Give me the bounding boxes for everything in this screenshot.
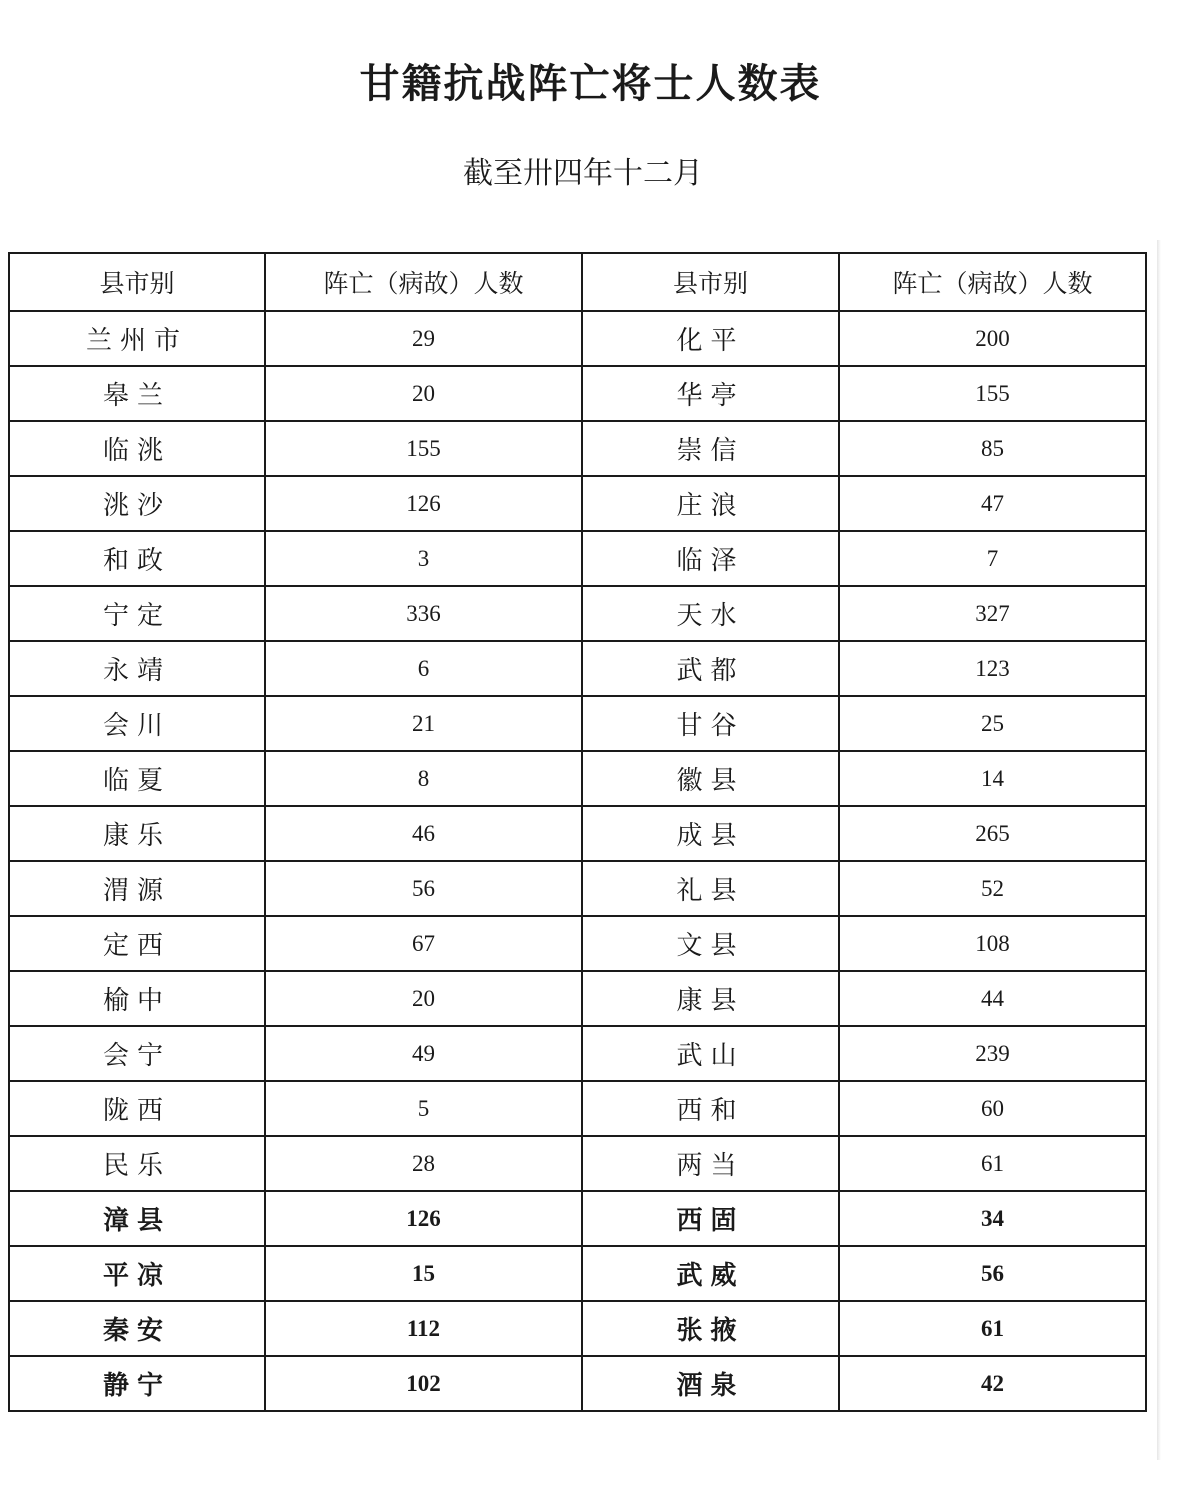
county-name-left: 榆中 [9, 971, 265, 1026]
count-right: 155 [839, 366, 1146, 421]
table-row [9, 1081, 1146, 1136]
count-left: 20 [265, 366, 582, 421]
table-row [9, 1356, 1146, 1411]
count-right: 61 [839, 1136, 1146, 1191]
count-right: 14 [839, 751, 1146, 806]
count-left: 29 [265, 311, 582, 366]
table-row [9, 366, 1146, 421]
county-name-right: 甘谷 [582, 696, 839, 751]
county-name-right: 文县 [582, 916, 839, 971]
count-left: 8 [265, 751, 582, 806]
county-name-left: 陇西 [9, 1081, 265, 1136]
count-right: 25 [839, 696, 1146, 751]
count-right: 7 [839, 531, 1146, 586]
header-count-right: 阵亡（病故）人数 [839, 253, 1146, 311]
header-count-left: 阵亡（病故）人数 [265, 253, 582, 311]
county-name-right: 西和 [582, 1081, 839, 1136]
table-row [9, 531, 1146, 586]
count-right: 239 [839, 1026, 1146, 1081]
count-left: 3 [265, 531, 582, 586]
county-name-right: 两当 [582, 1136, 839, 1191]
county-name-left: 定西 [9, 916, 265, 971]
county-name-left: 平凉 [9, 1246, 265, 1301]
count-left: 112 [265, 1301, 582, 1356]
table-row [9, 861, 1146, 916]
county-name-left: 兰州市 [9, 311, 265, 366]
table-row [9, 916, 1146, 971]
count-left: 15 [265, 1246, 582, 1301]
count-right: 108 [839, 916, 1146, 971]
county-name-left: 民乐 [9, 1136, 265, 1191]
header-county-right: 县市别 [582, 253, 839, 311]
count-left: 49 [265, 1026, 582, 1081]
count-left: 126 [265, 1191, 582, 1246]
count-left: 20 [265, 971, 582, 1026]
county-name-left: 会川 [9, 696, 265, 751]
count-right: 85 [839, 421, 1146, 476]
count-right: 44 [839, 971, 1146, 1026]
table-row [9, 476, 1146, 531]
county-name-right: 临泽 [582, 531, 839, 586]
count-left: 5 [265, 1081, 582, 1136]
county-name-left: 和政 [9, 531, 265, 586]
county-name-right: 武山 [582, 1026, 839, 1081]
table-row [9, 696, 1146, 751]
document-title: 甘籍抗战阵亡将士人数表 [359, 60, 822, 107]
count-right: 200 [839, 311, 1146, 366]
table-header-row [9, 253, 1146, 311]
count-right: 60 [839, 1081, 1146, 1136]
county-name-left: 洮沙 [9, 476, 265, 531]
table-row [9, 751, 1146, 806]
count-right: 42 [839, 1356, 1146, 1411]
count-left: 6 [265, 641, 582, 696]
table-row [9, 421, 1146, 476]
count-right: 56 [839, 1246, 1146, 1301]
county-name-right: 崇信 [582, 421, 839, 476]
county-name-left: 宁定 [9, 586, 265, 641]
count-left: 336 [265, 586, 582, 641]
count-right: 123 [839, 641, 1146, 696]
county-name-left: 会宁 [9, 1026, 265, 1081]
county-name-left: 静宁 [9, 1356, 265, 1411]
county-name-right: 武威 [582, 1246, 839, 1301]
table-row [9, 1301, 1146, 1356]
county-name-right: 康县 [582, 971, 839, 1026]
count-right: 327 [839, 586, 1146, 641]
table-row [9, 586, 1146, 641]
count-right: 52 [839, 861, 1146, 916]
count-left: 56 [265, 861, 582, 916]
page-edge-shadow [1157, 240, 1161, 1460]
county-name-right: 酒泉 [582, 1356, 839, 1411]
table-row [9, 806, 1146, 861]
count-right: 265 [839, 806, 1146, 861]
county-name-right: 华亭 [582, 366, 839, 421]
county-name-left: 康乐 [9, 806, 265, 861]
county-name-right: 庄浪 [582, 476, 839, 531]
county-name-left: 永靖 [9, 641, 265, 696]
county-name-left: 漳县 [9, 1191, 265, 1246]
county-name-left: 秦安 [9, 1301, 265, 1356]
table-row [9, 1136, 1146, 1191]
table-row [9, 1191, 1146, 1246]
casualty-table [8, 252, 1147, 1412]
county-name-left: 渭源 [9, 861, 265, 916]
count-left: 21 [265, 696, 582, 751]
document-subtitle: 截至卅四年十二月 [463, 156, 703, 191]
county-name-right: 成县 [582, 806, 839, 861]
county-name-right: 礼县 [582, 861, 839, 916]
table-row [9, 971, 1146, 1026]
county-name-right: 徽县 [582, 751, 839, 806]
table-body [9, 311, 1146, 1411]
count-left: 155 [265, 421, 582, 476]
county-name-right: 张掖 [582, 1301, 839, 1356]
count-left: 28 [265, 1136, 582, 1191]
count-left: 126 [265, 476, 582, 531]
count-left: 102 [265, 1356, 582, 1411]
county-name-left: 皋兰 [9, 366, 265, 421]
table-row [9, 311, 1146, 366]
table-row [9, 1246, 1146, 1301]
county-name-left: 临夏 [9, 751, 265, 806]
count-left: 46 [265, 806, 582, 861]
county-name-right: 武都 [582, 641, 839, 696]
table-row [9, 641, 1146, 696]
count-right: 47 [839, 476, 1146, 531]
count-right: 34 [839, 1191, 1146, 1246]
county-name-right: 西固 [582, 1191, 839, 1246]
count-left: 67 [265, 916, 582, 971]
table-row [9, 1026, 1146, 1081]
county-name-right: 化平 [582, 311, 839, 366]
header-county-left: 县市别 [9, 253, 265, 311]
count-right: 61 [839, 1301, 1146, 1356]
county-name-left: 临洮 [9, 421, 265, 476]
county-name-right: 天水 [582, 586, 839, 641]
